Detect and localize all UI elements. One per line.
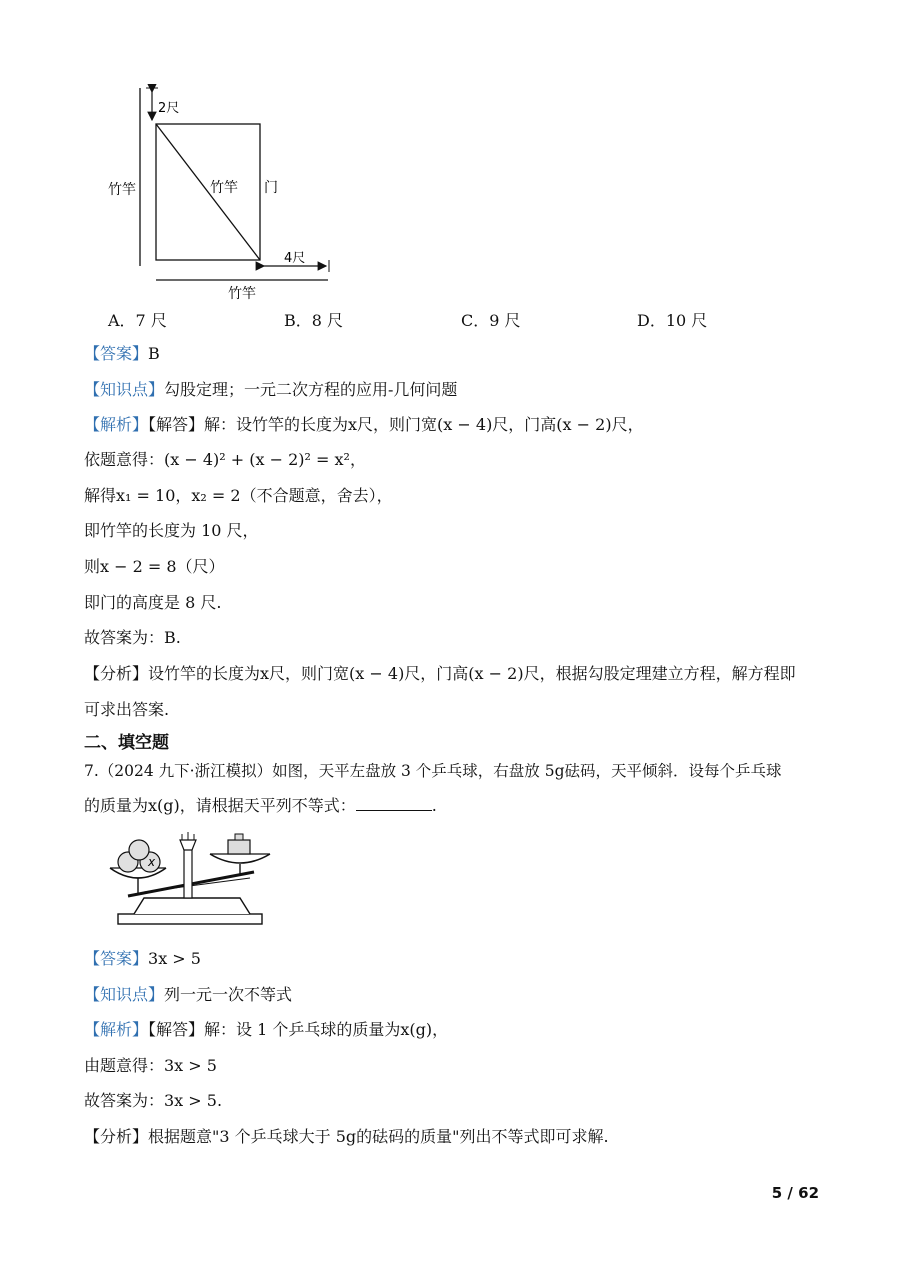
q7-analysis-1: 【解析】【解答】解：设 1 个乒乓球的质量为x(g)，	[84, 1020, 449, 1039]
q6-analysis-6: 即门的高度是 8 尺.	[84, 593, 222, 612]
label-pole-diag: 竹竿	[210, 180, 238, 196]
page-number: 5 / 62	[771, 1184, 819, 1202]
label-door: 门	[264, 180, 278, 196]
q7-analysis-3: 故答案为：3x > 5.	[84, 1091, 223, 1110]
balance-scale-figure	[104, 826, 280, 932]
q6-answer: 【答案】B	[84, 344, 160, 363]
diagonal-pole-line	[156, 124, 260, 260]
q6-fenxi-2: 可求出答案.	[84, 700, 170, 719]
label-4chi: 4尺	[284, 251, 306, 266]
q6-analysis-2: 依题意得：(x − 4)² + (x − 2)² = x²，	[84, 450, 366, 469]
door-bamboo-diagram	[100, 84, 340, 304]
q6-analysis-5: 则x − 2 = 8（尺）	[84, 557, 225, 576]
q6-analysis-1: 【解析】【解答】解：设竹竿的长度为x尺，则门宽(x − 4)尺，门高(x − 2)尺，	[84, 415, 644, 434]
q7-stem-1: 7.（2024 九下·浙江模拟）如图，天平左盘放 3 个乒乓球，右盘放 5g砝码，天平倾斜．设每个乒乓球	[84, 762, 782, 780]
q6-analysis-7: 故答案为：B.	[84, 628, 181, 647]
answer-blank	[356, 796, 432, 811]
option-d: D．10 尺	[637, 311, 708, 330]
option-b: B．8 尺	[284, 311, 344, 330]
q7-analysis-2: 由题意得：3x > 5	[84, 1056, 217, 1075]
label-2chi: 2尺	[158, 101, 180, 116]
label-pole-left: 竹竿	[108, 182, 136, 198]
q6-analysis-3: 解得x₁ = 10，x₂ = 2（不合题意，舍去），	[84, 486, 393, 505]
q6-analysis-4: 即竹竿的长度为 10 尺，	[84, 521, 259, 540]
ball-label-x: x	[148, 855, 156, 869]
option-a: A．7 尺	[108, 311, 167, 330]
section-title: 二、填空题	[84, 733, 169, 753]
q6-knowledge: 【知识点】勾股定理；一元二次方程的应用-几何问题	[84, 380, 458, 399]
label-pole-bottom: 竹竿	[228, 286, 256, 302]
q7-knowledge: 【知识点】列一元一次不等式	[84, 985, 293, 1004]
q7-stem-2: 的质量为x(g)，请根据天平列不等式： .	[84, 796, 437, 815]
q7-fenxi-1: 【分析】根据题意"3 个乒乓球大于 5g的砝码的质量"列出不等式即可求解.	[84, 1127, 609, 1146]
q6-options	[0, 308, 905, 330]
q6-fenxi-1: 【分析】设竹竿的长度为x尺，则门宽(x − 4)尺，门高(x − 2)尺，根据勾股定理建立方程，解方程即	[84, 664, 796, 683]
option-c: C．9 尺	[461, 311, 521, 330]
q7-answer: 【答案】3x > 5	[84, 949, 201, 968]
